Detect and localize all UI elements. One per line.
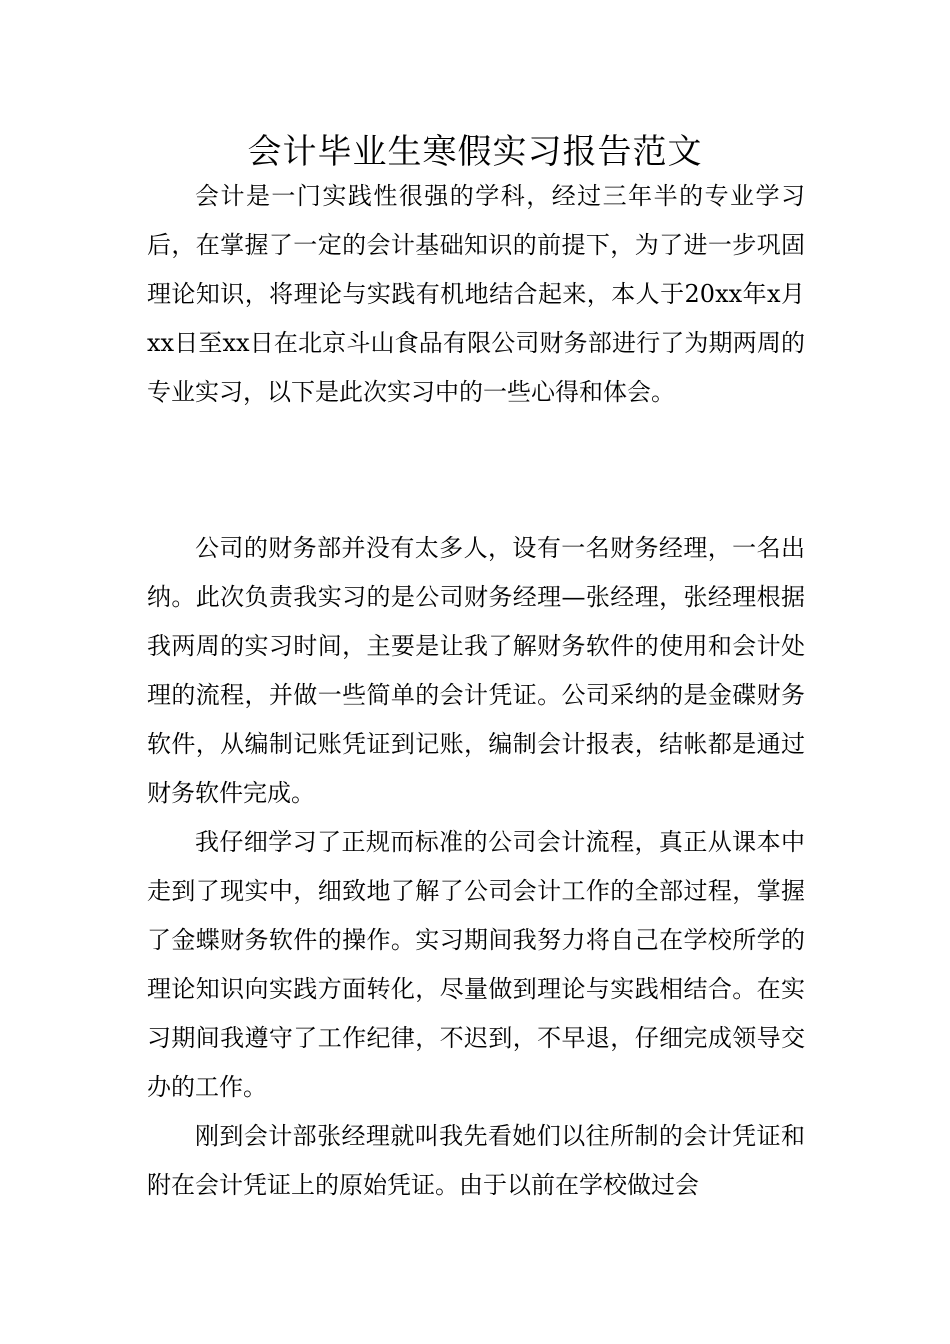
paragraph-block-1: [147, 172, 805, 417]
paragraph-2: 公司的财务部并没有太多人，设有一名财务经理，一名出纳。此次负责我实习的是公司财务经理—张经理，张经理根据我两周的实习时间，主要是让我了解财务软件的使用和会计处理的流程，并做一些简单的会计凭证。公司采纳的是金碟财务软件，从编制记账凭证到记账，编制会计报表，结帐都是通过财务软件完成。: [147, 534, 805, 807]
paragraph-block-2: [147, 524, 805, 1210]
paragraph-4: 刚到会计部张经理就叫我先看她们以往所制的会计凭证和附在会计凭证上的原始凭证。由于以前在学校做过会: [147, 1122, 805, 1199]
paragraph-1: 会计是一门实践性很强的学科，经过三年半的专业学习后，在掌握了一定的会计基础知识的前提下，为了进一步巩固理论知识，将理论与实践有机地结合起来，本人于20xx年x月xx日至xx日在北京斗山食品有限公司财务部进行了为期两周的专业实习，以下是此次实习中的一些心得和体会。: [147, 182, 805, 406]
paragraph-3: 我仔细学习了正规而标准的公司会计流程，真正从课本中走到了现实中，细致地了解了公司会计工作的全部过程，掌握了金蝶财务软件的操作。实习期间我努力将自己在学校所学的理论知识向实践方面转化，尽量做到理论与实践相结合。在实习期间我遵守了工作纪律，不迟到，不早退，仔细完成领导交办的工作。: [147, 828, 805, 1101]
document-title: 会计毕业生寒假实习报告范文: [247, 132, 703, 172]
